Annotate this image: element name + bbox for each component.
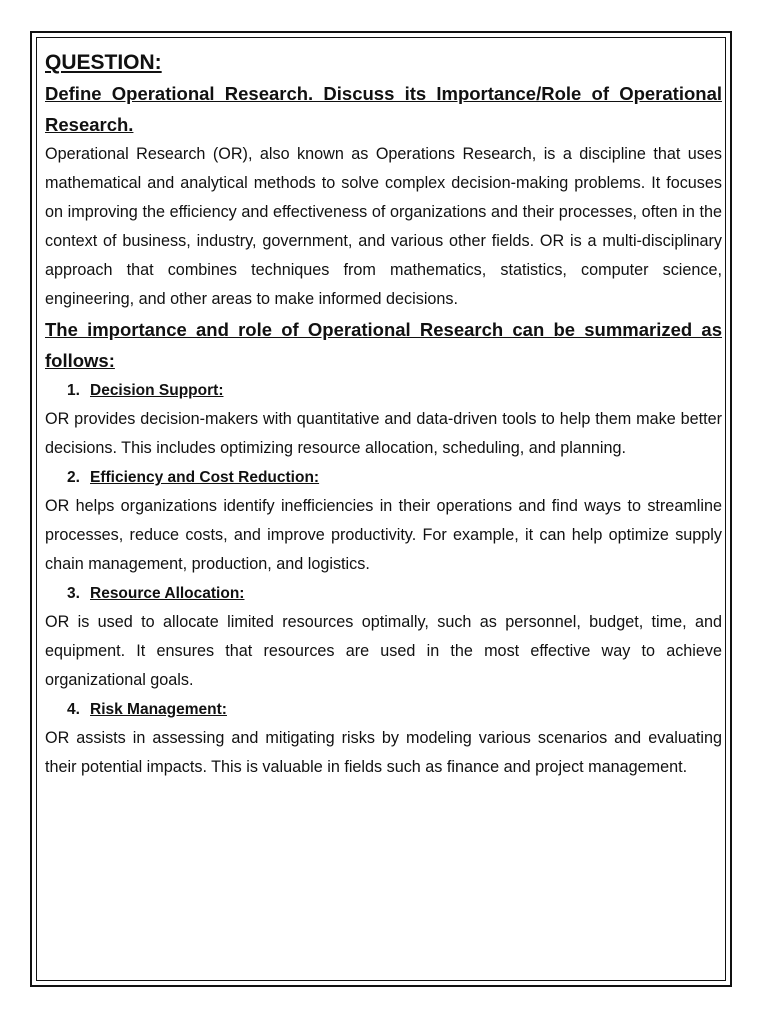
item-number: 4.	[67, 701, 80, 718]
item-heading	[45, 376, 722, 405]
question-label: QUESTION:	[45, 51, 162, 74]
item-text: OR provides decision-makers with quantitative and data-driven tools to help them make better decisions. This includes optimizing resource allocation, scheduling, and planning.	[45, 410, 722, 457]
intro-paragraph: Operational Research (OR), also known as Operations Research, is a discipline that uses mathematical and analytical methods to solve complex decision-making problems. It focuses on improving the efficiency and effectiveness of organizations and their processes, often in the context of business, industry, government, and various other fields. OR is a multi-disciplinary approach that combines techniques from mathematics, statistics, computer science, engineering, and other areas to make informed decisions.	[45, 145, 722, 308]
item-label: Decision Support:	[90, 382, 224, 399]
list-item	[45, 695, 722, 782]
item-heading	[45, 695, 722, 724]
item-number: 1.	[67, 382, 80, 399]
list-item	[45, 376, 722, 463]
item-label: Resource Allocation:	[90, 585, 245, 602]
question-title: Define Operational Research. Discuss its Importance/Role of Operational Research.	[45, 83, 722, 135]
item-number: 2.	[67, 469, 80, 486]
item-number: 3.	[67, 585, 80, 602]
item-heading	[45, 463, 722, 492]
list-item	[45, 463, 722, 579]
item-label: Efficiency and Cost Reduction:	[90, 469, 320, 486]
list-item	[45, 579, 722, 695]
document-body	[45, 48, 722, 782]
item-text: OR assists in assessing and mitigating risks by modeling various scenarios and evaluating their potential impacts. This is valuable in fields such as finance and project management.	[45, 729, 722, 776]
item-text: OR is used to allocate limited resources optimally, such as personnel, budget, time, and equipment. It ensures that resources are used in the most effective way to achieve organizational goals.	[45, 613, 722, 689]
item-text: OR helps organizations identify inefficiencies in their operations and find ways to streamline processes, reduce costs, and improve productivity. For example, it can help optimize supply chain management, production, and logistics.	[45, 497, 722, 573]
importance-subheading: The importance and role of Operational Research can be summarized as follows:	[45, 319, 722, 371]
item-label: Risk Management:	[90, 701, 227, 718]
item-heading	[45, 579, 722, 608]
